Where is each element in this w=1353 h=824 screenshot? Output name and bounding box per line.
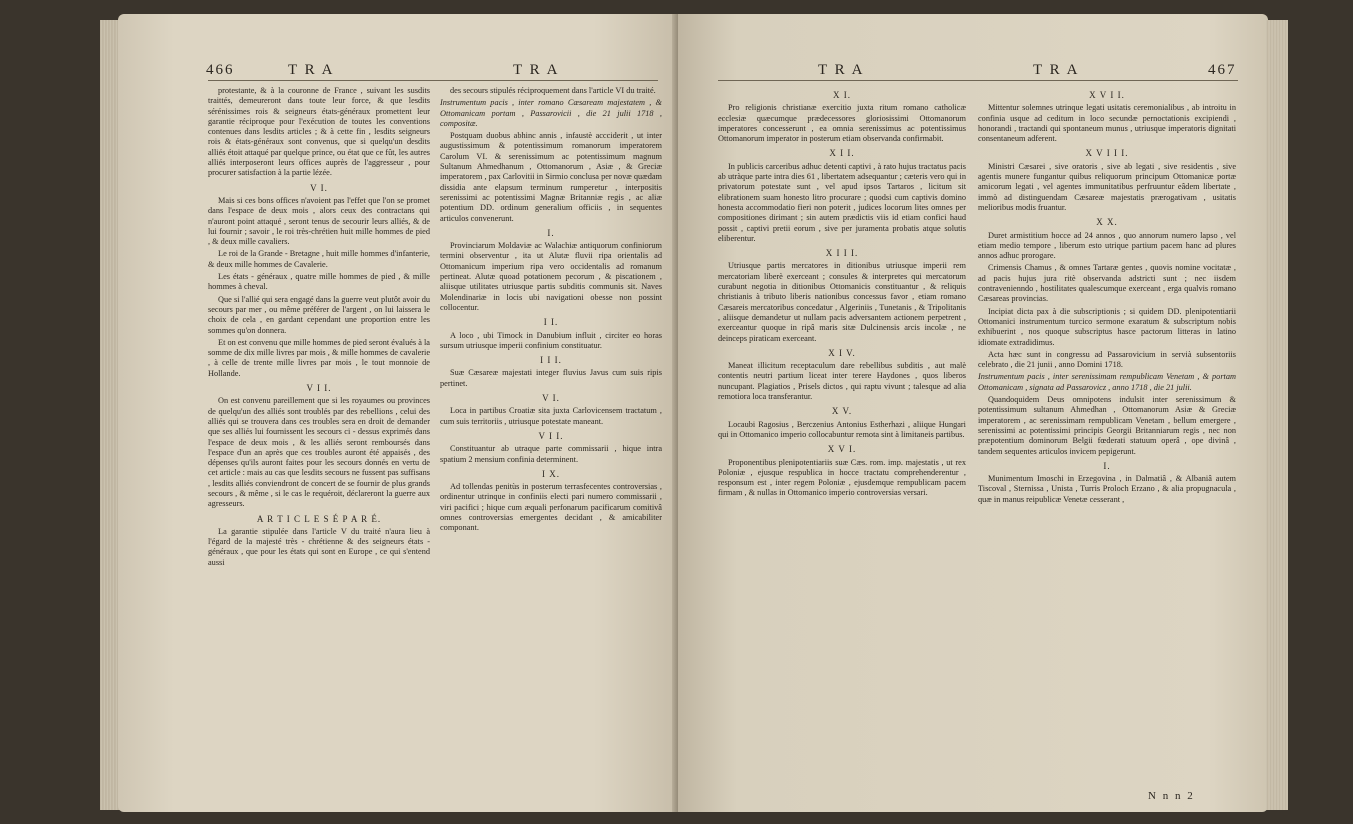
paragraph: Et on est convenu que mille hommes de pied seront évalués à la somme de dix mille livres par mois , & mille hommes de cavalerie , à celle de trente mille livres par mois , le tout monnoie de Hollande. — [208, 337, 430, 378]
paragraph: Pro religionis christianæ exercitio juxta ritum romano catholicæ ecclesiæ quæcumque prædecessores gloriosissimi Ottomanorum imperatores concesserunt , ea omnia serenissimus ac potentissimus Ottomanorum imperator in posterum etiam observanda confirmabit. — [718, 103, 966, 144]
paragraph: Utriusque partis mercatores in ditionibus utriusque imperii rem mercatoriam liberè exerceant ; consules & interpretes qui mercatorum curabunt negotia in ditionibus Ottomanicis constituantur , & reliquis christianis à tributo liberis nationibus concessus favor , etiam romano Cæsareis mercatoribus concedatur , Algeriniis , Tunetanis , & Tripolitanis , aliisque demandetur ut nullam pacis adversantem actionem perpetrent , exerceantur quoque in ripâ maris sitæ Dulcinensis arcis incolæ , ne deinceps piraticam exerceant. — [718, 261, 966, 343]
paragraph: Incipiat dicta pax à die subscriptionis ; si quidem DD. plenipotentiarii Ottomanici instrumentum turcico sermone exaratum & subscriptum nobis exhibuerint , nos quoque subscriptus hasce pactorum litteras in latino idiomate extradidimus. — [978, 306, 1236, 347]
paragraph: Suæ Cæsareæ majestati integer fluvius Javus cum suis ripis pertinet. — [440, 368, 662, 388]
section-heading: V I I. — [306, 383, 332, 394]
paragraph: Acta hæc sunt in congressu ad Passarovicium in servià subsentoriis celebrato , die 21 junii , anno Domini 1718. — [978, 349, 1236, 370]
paragraph: Crimensis Chamus , & omnes Tartaræ gentes , quovis nomine vocitatæ , ad pacis hujus jura ritè observanda adstricti sunt ; nec iisdem contravenienndo , hostilitates qualescumque exerceant , erga qualvis romano Cæsareas provincias. — [978, 263, 1236, 304]
paragraph: La garantie stipulée dans l'article V du traité n'aura lieu à l'égard de la majesté très - chrétienne & des seigneurs états - généraux , que pour les états qui sont en Europe , ce qui s'entend aussi — [208, 526, 430, 567]
section-heading: I I. — [543, 317, 559, 328]
section-heading: X I V. — [828, 347, 856, 358]
paragraph: Le roi de la Grande - Bretagne , huit mille hommes d'infanterie, & deux mille hommes de Cavalerie. — [208, 249, 430, 269]
paragraph: des secours stipulés réciproquement dans l'article VI du traité. — [450, 86, 656, 95]
section-heading: V I I. — [538, 430, 564, 441]
paragraph: Duret armistitium hocce ad 24 annos , quo annorum numero lapso , vel etiam medio tempore , liberum esto utrique partium pacem hanc ad plures annos adhuc prorogare. — [978, 230, 1236, 261]
section-heading: X V I I. — [1089, 90, 1125, 100]
page-number-left: 466 — [206, 62, 235, 78]
paragraph: On est convenu pareillement que si les royaumes ou provinces de quelqu'un des alliés sont troublés par des rebellions , celui des alliés qui se trouvera dans ces troubles sera en droit de demander que ses alliés lui fournissent les secours ci - dessus exprimés dans l'espace de deux mois , & les alliés seront remboursés dans l'espace d'un an après que ces troubles auront été appaisés , des dépenses qu'ils auront faites pour les secours donnés en vertu de cet article : mais au cas que lesdits secours ne fussent pas suffisans , lesdits alliés conviendront de concert de se fournir de plus grands secours , & même , si le cas le requéroit, déclareront la guerre aux agresseurs. — [208, 396, 430, 509]
paragraph: Constituantur ab utraque parte commissarii , hique intra spatium 2 mensium confinia determinent. — [440, 444, 662, 464]
paragraph: A loco , ubi Timock in Danubium influit , circiter eo horas sursum utriusque imperii confinium constituatur. — [440, 330, 662, 350]
paragraph: Locaubi Ragosius , Berczenius Antonius Estherhazi , aliique Hungari qui in Ottomanico imperio collocabuntur remota sint à limitaneis partibus. — [718, 419, 966, 439]
section-heading: X X. — [1096, 217, 1118, 228]
section-heading: X I I I. — [825, 248, 859, 259]
section-heading: I. — [547, 227, 555, 238]
paragraph: Mais si ces bons offices n'avoient pas l'effet que l'on se promet dans l'espace de deux mois , alors ceux des contractans qui n'auront point attaqué , seront tenus de secourir leurs alliés, & de lui fournir ; savoir , le roi très-chrétien huit mille hommes de pied , & deux mille cavaliers. — [208, 195, 430, 247]
section-heading: X V. — [831, 406, 853, 417]
running-head-right-1: T R A — [818, 62, 865, 78]
paragraph: In publicis carceribus adhuc detenti captivi , à rato hujus tractatus pacis ab utràque parte intra dies 61 , libertatem adsequantur ; cæteris vero qui in privatorum potestate sunt , vel apud ipsos Tartaros , licitum sit elibrationem suam honesto litro procurare ; quodsi cum captivis domino honesta accommodatio fieri non poterit , judices locorum lites omnes per compositiones dirimant ; sin autem prædictis viis id etiam confici haud possit , captivi pretii eorum , sive per juramenta probatis atque solutis eliberentur. — [718, 161, 966, 243]
paragraph: Que si l'allié qui sera engagé dans la guerre veut plutôt avoir du secours par mer , ou même préférer de l'argent , on lui laissera le choix de cela , en gardant cependant une proportion entre les sommes qu'on donnera. — [208, 294, 430, 335]
left-column-2 — [440, 86, 662, 536]
right-page — [678, 14, 1268, 812]
paragraph: Loca in partibus Croatiæ sita juxta Carlovicensem tractatum , cum suis territoriis , utriusque potestate maneant. — [440, 406, 662, 426]
paragraph: Munimentum Imoschi in Erzegovina , in Dalmatiâ , & Albaniâ autem Tiscoval , Sternissa , Unista , Turris Proloch Erzano , & alia propugnacula , quæ in manus reipublicæ Venetæ cesserant , — [978, 474, 1236, 504]
paragraph: Provinciarum Moldaviæ ac Walachiæ antiquorum confiniorum termini observentur , ita ut Alutæ fluvii ripa orientalis ad Ottomanicum imperium ripa vero occidentalis ad romanum pertineat. Alutæ quoad potationem pecorum , & piscationem , aliisque utilitates utriusque partis subditis communis sit. Naves Molendinariæ in locis ubi navigationi obesse non possint collocentur. — [440, 241, 662, 312]
page-edges-left — [100, 20, 120, 810]
right-column-1 — [718, 86, 966, 501]
signature-mark: N n n 2 — [1148, 790, 1195, 802]
running-head-right-2: T R A — [1033, 62, 1080, 78]
section-heading: I. — [1103, 460, 1111, 471]
running-head-left-2: T R A — [513, 62, 560, 78]
section-heading: X I. — [833, 90, 851, 100]
paragraph: Postquam duobus abhinc annis , infaustè accciderit , ut inter augustissimum & potentissimum romanorum imperatorem Carolum VI. & serenissimum ac potentissimum magnum Sultanum Ahmedhanum , Ottomanorum , Asiæ , & Greciæ imperatorem , pax Carlovitii in Sirmio conclusa per novæ quædam dissidia ante elapsum terminum rumperetur , interpositis serenissimi ac potentissimi Magnæ Britanniæ regis , ac aliæ potentium DD. ordinum generalium officiis , in sequentes articulos convenerunt. — [440, 131, 662, 223]
section-heading: I X. — [542, 468, 560, 479]
paragraph: protestante, & à la couronne de France , suivant les susdits traittés, demeureront dans toute leur force, & que lesdits sérénissimes rois & seigneurs états-généraux promettent leur garantie réciproque pour l'exécution de toutes les conventions contenues dans lesdits articles ; & à cette fin , lesdits seigneurs rois & états-généraux sont convenus, que si quelqu'un desdits alliés étoit attaqué par quelque prince, ou état que ce fût, les autres alliés interposeront leurs offices auprès de l'aggresseur , pour procurer satisfaction à la partie lézée. — [208, 86, 430, 178]
page-number-right: 467 — [1208, 62, 1237, 78]
section-heading: V I. — [542, 393, 560, 404]
paragraph: Ad tollendas penitùs in posterum terrasfecentes controversias , ordinentur utrinque in confiniis electi pari numero commissarii , viri pacifici ; hique cum æquali perfonarum pacificarum comitivâ omnes controversias emergentes decidant , & amicabiliter componant. — [440, 482, 662, 533]
section-heading: X V I I I. — [1085, 148, 1129, 159]
paragraph: Instrumentum pacis , inter romano Cæsaream majestatem , & Ottomanicam portam , Passarovicii , die 21 julii 1718 , compositæ. — [440, 98, 662, 128]
paragraph: Instrumentum pacis , inter serenissimam rempublicam Venetam , & portam Ottomanicam , signata ad Passarovicz , anno 1718 , die 21 julii. — [978, 372, 1236, 392]
header-rule — [208, 80, 658, 81]
paragraph: Proponentibus plenipotentiariis suæ Cæs. rom. imp. majestatis , ut rex Poloniæ , ejusque respublica in hocce tractatu comprehenderentur , responsum est , inter regem Poloniæ , ejusdemque rempublicam pacem firmam , & nullas in Ottomanico imperio controversias versari. — [718, 457, 966, 498]
section-heading: I I I. — [540, 355, 562, 366]
right-column-2 — [978, 86, 1236, 507]
header-rule-right — [718, 80, 1238, 81]
paragraph: Les états - généraux , quatre mille hommes de pied , & mille hommes à cheval. — [208, 272, 430, 292]
page-edges-right — [1266, 20, 1288, 810]
section-heading: A R T I C L E S É P A R É. — [256, 513, 382, 524]
running-head-left-1: T R A — [288, 62, 335, 78]
section-heading: X V I. — [827, 444, 857, 455]
section-heading: X I I. — [829, 148, 855, 159]
left-column-1 — [208, 86, 430, 570]
paragraph: Mittentur solemnes utrinque legati usitatis ceremonialibus , ab introitu in confinia usque ad ceditum in loco secundæ pernoctationis excipiendi , honorandi , tractandi qui spontaneum munus , utriusque imperatoris dignitati consentaneum adferent. — [978, 103, 1236, 144]
paragraph: Quandoquidem Deus omnipotens indulsit inter serenissimum & potentissimum sultanum Ahmedhan , Ottomanorum Asiæ & Greciæ imperatorem , ac serenissimam rempublicam Venetam , bellum emergere , serenissimi ac potentissimi principis Georgii Britanniarum regis , nec non præpotentium dominorum Belgii fœderati statuum operâ , ope divinâ , tandem sequentes articulos invicem pepigerunt. — [978, 395, 1236, 456]
left-page — [118, 14, 678, 812]
paragraph: Maneat illicitum receptaculum dare rebellibus subditis , aut malè contentis neutri partium liceat inter terere Haydones , quos liberos nuncupant. Plagiatios , Prisels dictos , qui raptu vivunt ; talesque ad alia remotiora loca transferantur. — [718, 361, 966, 402]
paragraph: Ministri Cæsarei , sive oratoris , sive ab legati , sive residentis , sive agentis munere fungantur quibus reliquorum principum Ottomanicæ portæ amicorum legati , vel agentes immunitatibus perfruuntur eâdem libertate , immò ad distinguendam Cæsareæ majestatis prærogativam , usitatis melioribus modis fruantur. — [978, 161, 1236, 212]
section-heading: V I. — [310, 182, 328, 193]
